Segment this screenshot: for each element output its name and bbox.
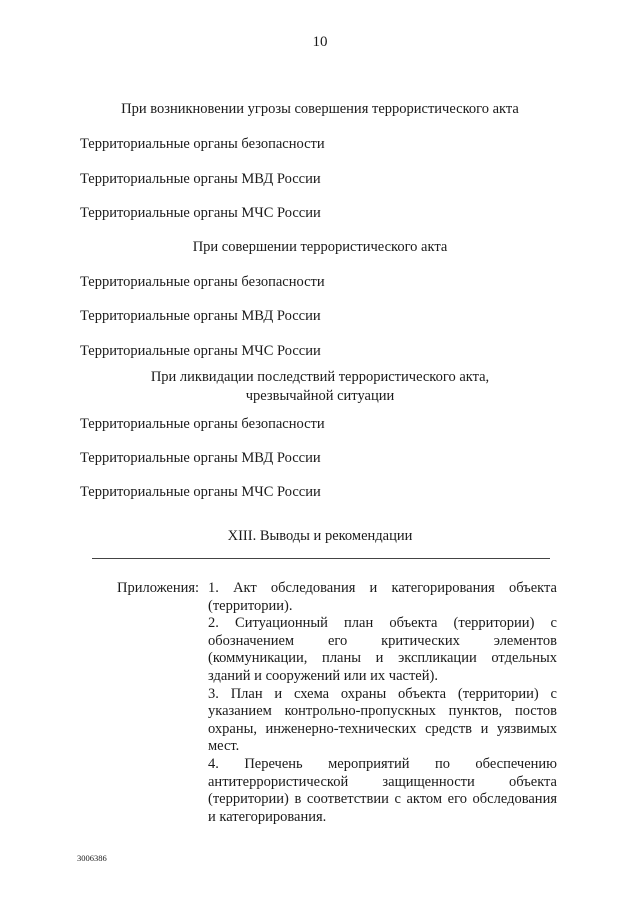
organ-mchs: Территориальные органы МЧС России [80, 484, 321, 500]
attachments-label: Приложения: [117, 580, 200, 596]
attachment-line: 4. Перечень мероприятий по обеспечению [208, 755, 557, 772]
conclusions-heading: XIII. Выводы и рекомендации [227, 528, 413, 544]
separator-line [92, 558, 550, 559]
attachment-item [208, 756, 557, 826]
attachment-line: 3. План и схема охраны объекта (территории) с [208, 685, 557, 702]
attachment-line: (территории). [208, 597, 293, 614]
attachment-line: обозначением его критических элементов [208, 632, 557, 649]
attachments-list [208, 580, 557, 826]
organ-security: Территориальные органы безопасности [80, 416, 325, 432]
attachment-item [208, 580, 557, 615]
section-heading-liquidation: При ликвидации последствий террористического акта, [150, 369, 490, 385]
attachment-line: (территории) в соответствии с актом его обследования [208, 791, 557, 808]
page-number: 10 [312, 34, 328, 50]
organ-mchs: Территориальные органы МЧС России [80, 205, 321, 221]
attachment-item [208, 686, 557, 756]
organ-mvd: Территориальные органы МВД России [80, 171, 321, 187]
attachment-line: 1. Акт обследования и категорирования объекта [208, 580, 557, 596]
attachment-item [208, 615, 557, 685]
attachment-line: антитеррористической защищенности объекта [208, 773, 557, 790]
organ-security: Территориальные органы безопасности [80, 274, 325, 290]
attachment-line: мест. [208, 738, 240, 755]
section-heading-liquidation-line2: чрезвычайной ситуации [245, 388, 395, 404]
section-heading-committed: При совершении террористического акта [192, 239, 448, 255]
organ-security: Территориальные органы безопасности [80, 136, 325, 152]
attachment-line: (коммуникации, планы и экспликации отдельных [208, 650, 557, 667]
attachment-line: 2. Ситуационный план объекта (территории) с [208, 615, 557, 632]
organ-mvd: Территориальные органы МВД России [80, 308, 321, 324]
attachment-line: зданий и сооружений или их частей). [208, 667, 438, 684]
attachment-line: охраны, инженерно-технических средств и уязвимых [208, 720, 557, 737]
footer-code: 3006386 [77, 853, 107, 863]
attachment-line: и категорирования. [208, 808, 327, 825]
organ-mchs: Территориальные органы МЧС России [80, 343, 321, 359]
section-heading-threat: При возникновении угрозы совершения террористического акта [121, 101, 519, 117]
attachment-line: указанием контрольно-пропускных пунктов, постов [208, 703, 557, 720]
organ-mvd: Территориальные органы МВД России [80, 450, 321, 466]
